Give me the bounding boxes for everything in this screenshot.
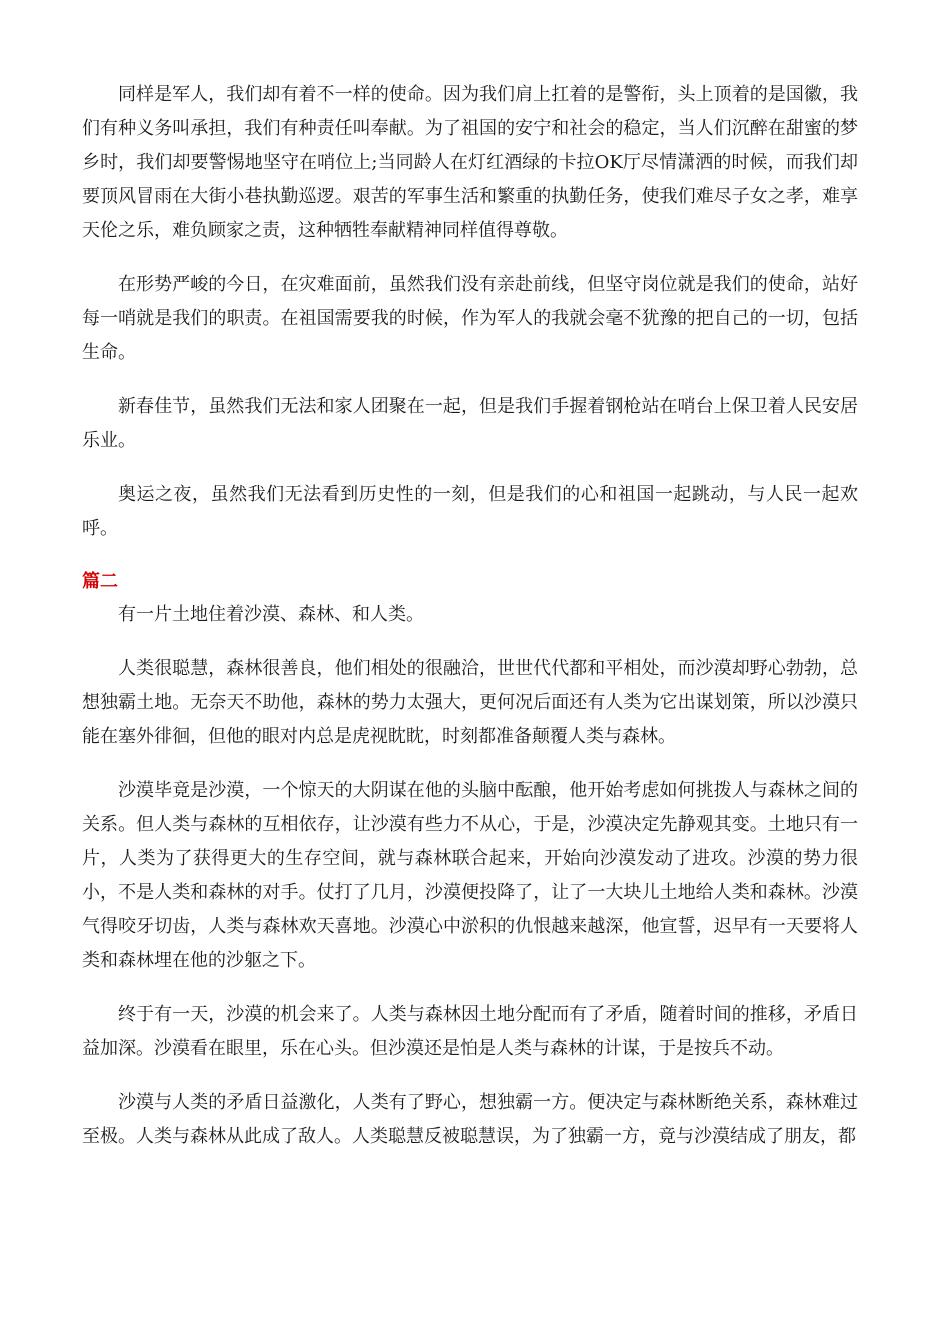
- paragraph: 同样是军人，我们却有着不一样的使命。因为我们肩上扛着的是警衔，头上顶着的是国徽，我们有种义务叫承担，我们有种责任叫奉献。为了祖国的安宁和社会的稳定，当人们沉醉在甜蜜的梦乡时，我们却要警惕地坚守在哨位上;当同龄人在灯红酒绿的卡拉OK厅尽情潇洒的时候，而我们却要顶风冒雨在大街小巷执勤巡逻。艰苦的军事生活和繁重的执勤任务，使我们难尽子女之孝，难享天伦之乐，难负顾家之责，这种牺牲奉献精神同样值得尊敬。: [82, 84, 858, 241]
- paragraph: 终于有一天，沙漠的机会来了。人类与森林因土地分配而有了矛盾，随着时间的推移，矛盾日益加深。沙漠看在眼里，乐在心头。但沙漠还是怕是人类与森林的计谋，于是按兵不动。: [82, 1004, 858, 1059]
- paragraph: 沙漠与人类的矛盾日益激化，人类有了野心，想独霸一方。便决定与森林断绝关系，森林难过至极。人类与森林从此成了敌人。人类聪慧反被聪慧误，为了独霸一方，竟与沙漠结成了朋友，都: [82, 1092, 858, 1147]
- paragraph: 人类很聪慧，森林很善良，他们相处的很融洽，世世代代都和平相处，而沙漠却野心勃勃，总想独霸土地。无奈天不助他，森林的势力太强大，更何况后面还有人类为它出谋划策，所以沙漠只能在塞外徘徊，但他的眼对内总是虎视眈眈，时刻都准备颠覆人类与森林。: [82, 658, 858, 747]
- paragraph: 沙漠毕竟是沙漠，一个惊天的大阴谋在他的头脑中酝酿，他开始考虑如何挑拨人与森林之间的关系。但人类与森林的互相依存，让沙漠有些力不从心，于是，沙漠决定先静观其变。土地只有一片，人类为了获得更大的生存空间，就与森林联合起来，开始向沙漠发动了进攻。沙漠的势力很小，不是人类和森林的对手。仗打了几月，沙漠便投降了，让了一大块儿土地给人类和森林。沙漠气得咬牙切齿，人类与森林欢天喜地。沙漠心中淤积的仇恨越来越深，他宣誓，迟早有一天要将人类和森林埋在他的沙躯之下。: [82, 780, 858, 971]
- paragraph: 在形势严峻的今日，在灾难面前，虽然我们没有亲赴前线，但坚守岗位就是我们的使命，站好每一哨就是我们的职责。在祖国需要我的时候，作为军人的我就会毫不犹豫的把自己的一切，包括生命。: [82, 274, 858, 363]
- section-heading: 篇二: [82, 571, 118, 592]
- document-page: [82, 78, 858, 1174]
- paragraph: 新春佳节，虽然我们无法和家人团聚在一起，但是我们手握着钢枪站在哨台上保卫着人民安居乐业。: [82, 396, 858, 451]
- paragraph: 有一片土地住着沙漠、森林、和人类。: [118, 604, 424, 625]
- paragraph: 奥运之夜，虽然我们无法看到历史性的一刻，但是我们的心和祖国一起跳动，与人民一起欢呼。: [82, 484, 858, 539]
